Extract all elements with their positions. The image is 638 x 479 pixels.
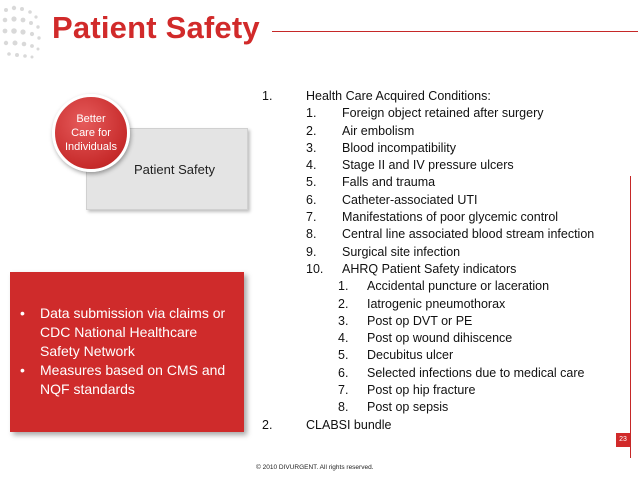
- patient-safety-box-label: Patient Safety: [134, 162, 215, 177]
- list-item: [262, 313, 630, 330]
- list-text: Catheter-associated UTI: [342, 192, 478, 207]
- list-number: 2.: [262, 417, 273, 432]
- list-number: 9.: [306, 244, 317, 259]
- list-text: Iatrogenic pneumothorax: [367, 296, 506, 311]
- list-item: [262, 347, 630, 364]
- bullet-item: • Measures based on CMS and: [20, 362, 226, 378]
- list-number: 2.: [338, 296, 349, 311]
- list-number: 6.: [306, 192, 317, 207]
- list-number: 1.: [338, 279, 349, 294]
- copyright-footer: © 2010 DIVURGENT. All rights reserved.: [256, 464, 374, 471]
- list-text: Manifestations of poor glycemic control: [342, 210, 559, 225]
- bullet-item-continuation: [10, 342, 244, 361]
- list-item: [262, 278, 630, 295]
- list-text: Foreign object retained after surgery: [342, 106, 544, 121]
- list-item: [262, 209, 630, 226]
- better-care-circle: [52, 94, 130, 172]
- list-item: [262, 261, 630, 278]
- list-text: Selected infections due to medical care: [367, 365, 585, 380]
- list-number: 4.: [306, 158, 317, 173]
- list-number: 7.: [338, 383, 349, 398]
- hac-list: [262, 88, 630, 434]
- slide-title: Patient Safety: [52, 10, 260, 45]
- list-item: [262, 192, 630, 209]
- list-number: 7.: [306, 210, 317, 225]
- list-number: 5.: [338, 348, 349, 363]
- list-text: Health Care Acquired Conditions:: [306, 89, 491, 103]
- list-item: [262, 105, 630, 122]
- list-item: [262, 330, 630, 347]
- right-divider-line: [630, 176, 631, 458]
- list-number: 6.: [338, 365, 349, 380]
- better-care-circle-text: Better Care for Individuals: [65, 113, 117, 153]
- list-item: [262, 123, 630, 140]
- list-number: 3.: [338, 313, 349, 328]
- list-text: Post op DVT or PE: [367, 313, 473, 328]
- list-text: Central line associated blood stream infection: [342, 227, 595, 242]
- list-number: 8.: [306, 227, 317, 242]
- list-number: 1.: [262, 89, 273, 103]
- list-item: [262, 417, 630, 434]
- list-item: [262, 157, 630, 174]
- list-item: [262, 382, 630, 399]
- bullet-text: Measures based on CMS and: [40, 362, 226, 378]
- list-text: Decubitus ulcer: [367, 348, 454, 363]
- bullet-item: • Data submission via claims or: [20, 305, 226, 321]
- list-text: Falls and trauma: [342, 175, 436, 190]
- bullet-text: CDC National Healthcare: [40, 324, 198, 340]
- list-text: Accidental puncture or laceration: [367, 279, 550, 294]
- list-item: [262, 399, 630, 416]
- list-item: [262, 365, 630, 382]
- list-number: 8.: [338, 400, 349, 415]
- bullet-item-continuation: [10, 380, 244, 399]
- list-item: [262, 88, 630, 105]
- list-number: 10.: [306, 261, 324, 276]
- list-number: 1.: [306, 106, 317, 121]
- list-text: Air embolism: [342, 123, 415, 138]
- list-number: 5.: [306, 175, 317, 190]
- list-text: Blood incompatibility: [342, 140, 456, 155]
- data-submission-list: [10, 304, 244, 399]
- list-text: Post op hip fracture: [367, 383, 476, 398]
- list-item: [262, 140, 630, 157]
- bullet-text: Safety Network: [40, 343, 135, 359]
- list-item: [262, 244, 630, 261]
- list-number: 3.: [306, 140, 317, 155]
- bullet-item-continuation: [10, 323, 244, 342]
- list-item: [262, 296, 630, 313]
- list-text: Post op wound dihiscence: [367, 331, 513, 346]
- title-divider-line: [272, 31, 638, 32]
- list-item: [262, 226, 630, 243]
- page-number: 23: [619, 436, 627, 443]
- data-submission-box: [10, 272, 244, 432]
- list-text: Post op sepsis: [367, 400, 449, 415]
- list-item: [262, 174, 630, 191]
- dotted-sphere-decoration: [0, 0, 60, 70]
- list-text: AHRQ Patient Safety indicators: [342, 261, 517, 276]
- list-number: 2.: [306, 123, 317, 138]
- list-number: 4.: [338, 331, 349, 346]
- list-text: CLABSI bundle: [306, 417, 392, 432]
- list-text: Stage II and IV pressure ulcers: [342, 158, 514, 173]
- list-text: Surgical site infection: [342, 244, 461, 259]
- bullet-text: NQF standards: [40, 381, 135, 397]
- bullet-text: Data submission via claims or: [40, 305, 226, 321]
